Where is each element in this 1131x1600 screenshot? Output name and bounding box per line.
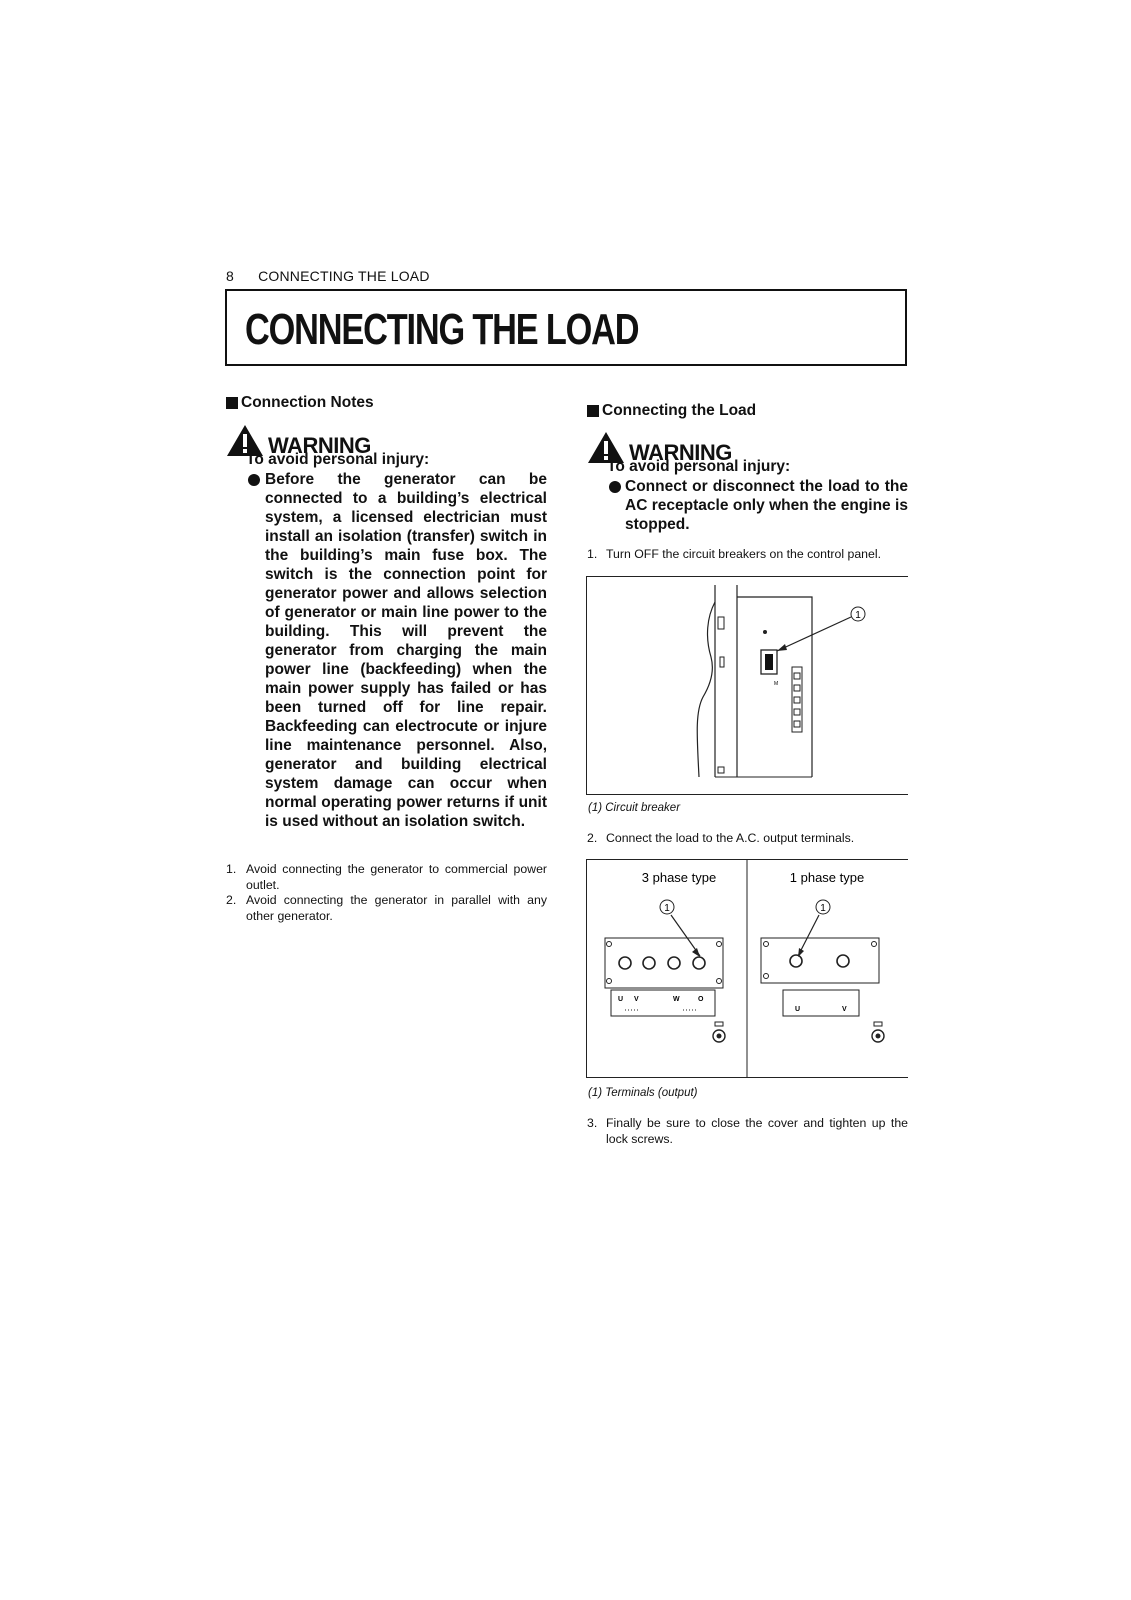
svg-text:M: M [774, 681, 779, 687]
list-item [226, 862, 547, 893]
page-title: CONNECTING THE LOAD [245, 305, 639, 354]
list-text: Avoid connecting the generator to commercial power outlet. [246, 862, 547, 892]
list-number: 1. [587, 547, 598, 561]
page-number: 8 [226, 268, 234, 284]
section-heading-text: Connecting the Load [602, 402, 757, 419]
list-text: Connect the load to the A.C. output terminals. [606, 831, 855, 845]
figure-circuit-breaker [586, 576, 908, 795]
figure-caption: (1) Circuit breaker [588, 802, 681, 814]
list-number: 2. [226, 893, 237, 907]
figure-output-terminals [586, 859, 908, 1078]
title-box [225, 289, 907, 366]
callout-number: 1 [664, 903, 670, 914]
warning-bullet-text: Connect or disconnect the load to the AC receptacle only when the engine is stopped. [625, 478, 908, 533]
terminals-drawing [587, 860, 907, 1077]
terminal-label: U [618, 996, 624, 1003]
section-heading-connection-notes [226, 394, 374, 412]
terminal-label: O [698, 996, 704, 1003]
list-item [587, 547, 908, 563]
terminal-label: W [673, 996, 680, 1003]
list-number: 1. [226, 862, 237, 876]
callout-number: 1 [820, 903, 826, 914]
list-text: Turn OFF the circuit breakers on the control panel. [606, 547, 881, 561]
square-bullet-icon [226, 397, 238, 409]
figure-caption: (1) Terminals (output) [588, 1087, 698, 1099]
section-heading-connecting-the-load [587, 402, 756, 420]
warning-label: WARNING [629, 440, 732, 465]
list-text: Finally be sure to close the cover and tighten up the lock screws. [606, 1116, 908, 1146]
terminal-label: V [842, 1006, 847, 1013]
control-panel-drawing [587, 577, 907, 794]
bullet-dot-icon [609, 481, 621, 493]
panel-title-3-phase: 3 phase type [641, 870, 717, 885]
list-item [226, 893, 547, 924]
list-number: 2. [587, 831, 598, 845]
terminal-label: V [634, 996, 639, 1003]
callout-number: 1 [855, 610, 861, 621]
list-text: Avoid connecting the generator in parallel with any other generator. [246, 893, 547, 923]
warning-lead: To avoid personal injury: [607, 458, 791, 475]
list-item [587, 1116, 908, 1147]
running-section-title: CONNECTING THE LOAD [258, 268, 430, 284]
list-item [587, 831, 908, 847]
warning-label: WARNING [268, 433, 371, 458]
list-number: 3. [587, 1116, 598, 1130]
warning-bullet-text: Before the generator can be connected to a building’s electrical system, a licensed electrician must install an isolation (transfer) switch in the building’s main fuse box. The switch is the connection point for generator power and allows selection of generator or main line power to the building. This will prevent the generator from charging the main power line (backfeeding) when the main power supply has failed or has been turned off for line repair. Backfeeding can electrocute or injure line maintenance personnel. Also, generator and building electrical system damage can occur when normal operating power returns if unit is used without an isolation switch. [265, 471, 547, 830]
panel-title-1-phase: 1 phase type [789, 870, 865, 885]
bullet-dot-icon [248, 474, 260, 486]
terminal-label: U [795, 1006, 801, 1013]
running-header [226, 268, 430, 284]
warning-lead: To avoid personal injury: [246, 451, 430, 468]
section-heading-text: Connection Notes [241, 394, 374, 411]
square-bullet-icon [587, 405, 599, 417]
